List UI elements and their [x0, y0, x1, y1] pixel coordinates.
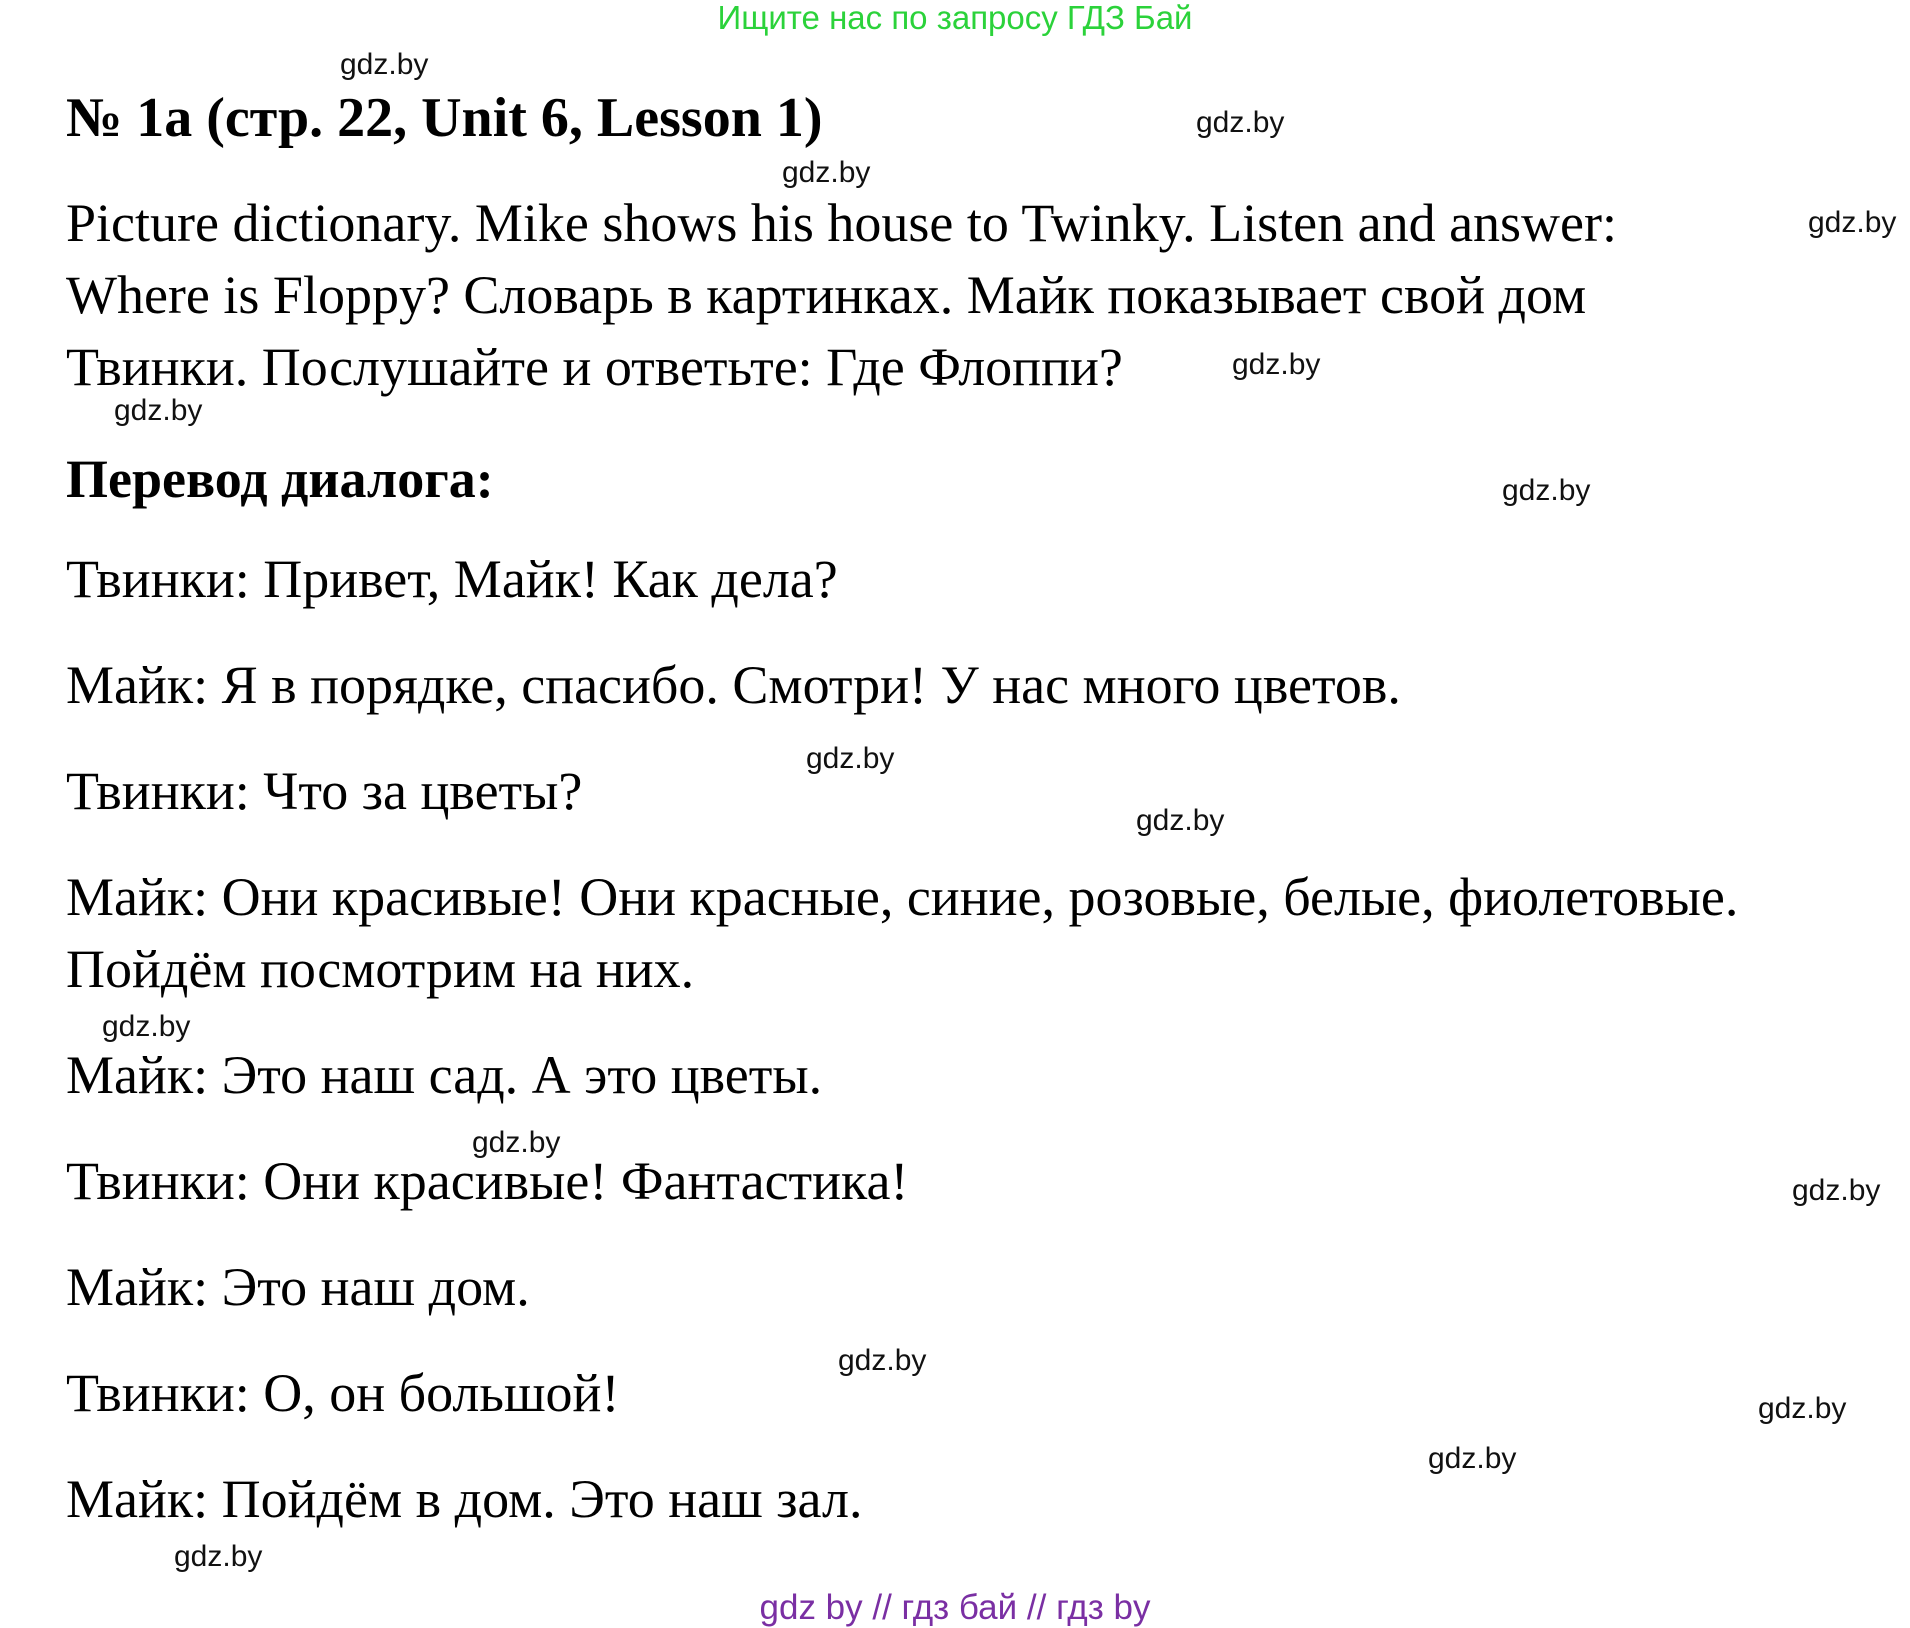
dialogue-line: Твинки: О, он большой! — [66, 1363, 620, 1423]
dialogue-line: Майк: Они красивые! Они красные, синие, розовые, белые, фиолетовые. — [66, 867, 1739, 927]
watermark: gdz.by — [1428, 1442, 1517, 1475]
dialogue-line: Твинки: Они красивые! Фантастика! — [66, 1151, 909, 1211]
watermark: gdz.by — [114, 394, 203, 427]
watermark: gdz.by — [838, 1344, 927, 1377]
footer-links: gdz by // гдз бай // гдз by — [759, 1588, 1151, 1627]
watermark: gdz.by — [1792, 1174, 1881, 1207]
watermark: gdz.by — [806, 742, 895, 775]
task-line-3: Твинки. Послушайте и ответьте: Где Флоппи? — [66, 337, 1123, 397]
watermark: gdz.by — [1136, 804, 1225, 837]
dialogue-line: Майк: Это наш дом. — [66, 1257, 530, 1317]
watermark: gdz.by — [174, 1540, 263, 1573]
watermark: gdz.by — [1502, 474, 1591, 507]
dialogue-line: Майк: Я в порядке, спасибо. Смотри! У нас много цветов. — [66, 655, 1401, 715]
exercise-heading: № 1a (стр. 22, Unit 6, Lesson 1) — [66, 87, 823, 149]
dialogue-line: Твинки: Что за цветы? — [66, 761, 583, 821]
watermark: gdz.by — [1232, 348, 1321, 381]
watermark: gdz.by — [1758, 1392, 1847, 1425]
dialogue-line: Твинки: Привет, Майк! Как дела? — [66, 549, 838, 609]
dialogue-line: Пойдём посмотрим на них. — [66, 939, 695, 999]
watermark: gdz.by — [340, 48, 429, 81]
search-banner: Ищите нас по запросу ГДЗ Бай — [717, 0, 1193, 36]
watermark: gdz.by — [782, 156, 871, 189]
dialogue-line: Майк: Это наш сад. А это цветы. — [66, 1045, 823, 1105]
watermark: gdz.by — [472, 1126, 561, 1159]
dialogue-line: Майк: Пойдём в дом. Это наш зал. — [66, 1469, 863, 1529]
task-line-2: Where is Floppy? Словарь в картинках. Майк показывает свой дом — [66, 265, 1587, 325]
watermark: gdz.by — [1808, 206, 1897, 239]
dialogue-heading: Перевод диалога: — [66, 449, 494, 509]
watermark: gdz.by — [1196, 106, 1285, 139]
task-line-1: Picture dictionary. Mike shows his house to Twinky. Listen and answer: — [66, 193, 1617, 253]
watermark: gdz.by — [102, 1010, 191, 1043]
